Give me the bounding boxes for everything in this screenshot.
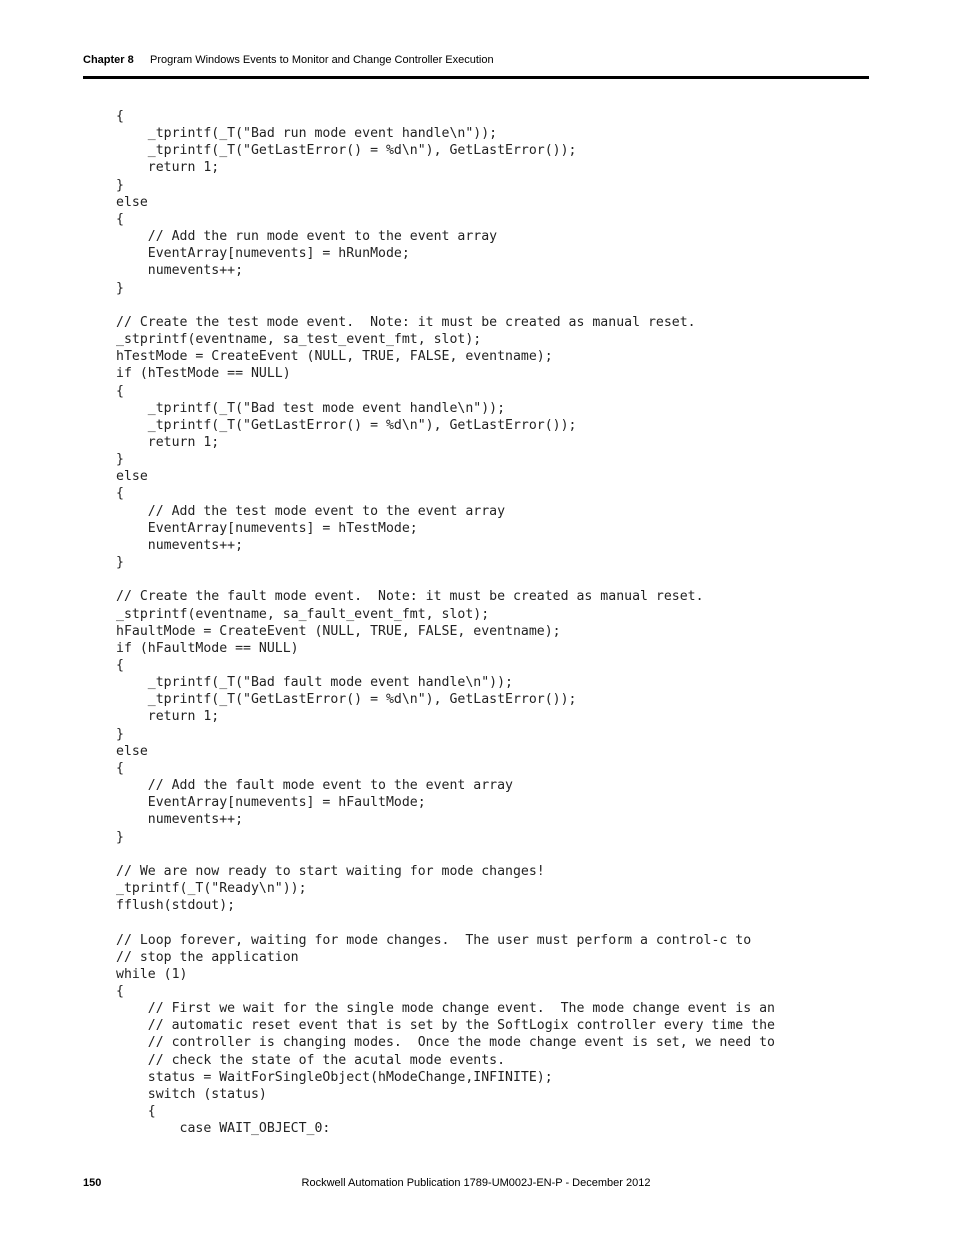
chapter-title: Program Windows Events to Monitor and Change Controller Execution bbox=[150, 54, 494, 66]
code-line: // Add the fault mode event to the event array bbox=[116, 778, 513, 794]
code-line: numevents++; bbox=[116, 812, 244, 828]
code-line: else bbox=[116, 743, 148, 759]
code-line: { bbox=[116, 211, 124, 227]
code-line: EventArray[numevents] = hRunMode; bbox=[116, 246, 410, 262]
page-footer bbox=[83, 1177, 869, 1193]
code-line: // Add the test mode event to the event array bbox=[116, 503, 506, 519]
code-line: fflush(stdout); bbox=[116, 898, 236, 914]
code-line: // We are now ready to start waiting for mode changes! bbox=[116, 863, 545, 879]
code-line: EventArray[numevents] = hFaultMode; bbox=[116, 795, 426, 811]
code-line: _tprintf(_T("GetLastError() = %d\n"), GetLastError()); bbox=[116, 143, 577, 159]
code-line: { bbox=[116, 109, 124, 124]
code-line: _stprintf(eventname, sa_test_event_fmt, slot); bbox=[116, 332, 482, 348]
code-line: hTestMode = CreateEvent (NULL, TRUE, FALSE, eventname); bbox=[116, 349, 553, 365]
page-number: 150 bbox=[83, 1177, 102, 1189]
code-listing bbox=[116, 108, 775, 1137]
page-header bbox=[83, 52, 869, 79]
code-line: { bbox=[116, 383, 124, 399]
code-line: else bbox=[116, 194, 148, 210]
code-line: numevents++; bbox=[116, 537, 244, 553]
code-line: // First we wait for the single mode change event. The mode change event is an bbox=[116, 1001, 775, 1017]
code-line: status = WaitForSingleObject(hModeChange,INFINITE); bbox=[116, 1069, 553, 1085]
code-line: { bbox=[116, 658, 124, 673]
code-line: } bbox=[116, 452, 124, 468]
code-line: { bbox=[116, 1104, 156, 1120]
code-line: _stprintf(eventname, sa_fault_event_fmt, slot); bbox=[116, 606, 490, 622]
code-line: // check the state of the acutal mode events. bbox=[116, 1052, 506, 1068]
code-line: hFaultMode = CreateEvent (NULL, TRUE, FALSE, eventname); bbox=[116, 623, 561, 639]
code-line: return 1; bbox=[116, 709, 220, 725]
code-line: return 1; bbox=[116, 160, 220, 176]
code-line: _tprintf(_T("Bad fault mode event handle\n")); bbox=[116, 675, 513, 691]
code-line: return 1; bbox=[116, 434, 220, 450]
code-line: // Create the fault mode event. Note: it must be created as manual reset. bbox=[116, 589, 704, 605]
code-line: } bbox=[116, 726, 124, 742]
code-line: // automatic reset event that is set by the SoftLogix controller every time the bbox=[116, 1018, 775, 1034]
code-line: { bbox=[116, 760, 124, 776]
code-line: } bbox=[116, 177, 124, 193]
code-line: _tprintf(_T("GetLastError() = %d\n"), GetLastError()); bbox=[116, 692, 577, 708]
code-line: if (hTestMode == NULL) bbox=[116, 366, 291, 382]
code-line: _tprintf(_T("GetLastError() = %d\n"), GetLastError()); bbox=[116, 417, 577, 433]
code-line: numevents++; bbox=[116, 263, 244, 279]
code-line: { bbox=[116, 983, 124, 999]
code-line: } bbox=[116, 829, 124, 845]
code-line: // Create the test mode event. Note: it must be created as manual reset. bbox=[116, 314, 696, 330]
code-line: switch (status) bbox=[116, 1086, 267, 1102]
code-line: else bbox=[116, 469, 148, 485]
code-line: _tprintf(_T("Bad run mode event handle\n")); bbox=[116, 126, 498, 142]
code-line: { bbox=[116, 486, 124, 502]
chapter-label: Chapter 8 bbox=[83, 54, 134, 66]
code-line: EventArray[numevents] = hTestMode; bbox=[116, 520, 418, 536]
code-line: case WAIT_OBJECT_0: bbox=[116, 1121, 331, 1137]
code-line: while (1) bbox=[116, 966, 188, 982]
code-line: } bbox=[116, 280, 124, 296]
code-line: // controller is changing modes. Once the mode change event is set, we need to bbox=[116, 1035, 775, 1051]
code-line: _tprintf(_T("Ready\n")); bbox=[116, 881, 307, 897]
code-line: } bbox=[116, 555, 124, 571]
publication-info: Rockwell Automation Publication 1789-UM002J-EN-P - December 2012 bbox=[301, 1177, 651, 1189]
code-line: // stop the application bbox=[116, 949, 299, 965]
code-line: // Add the run mode event to the event array bbox=[116, 229, 498, 245]
code-line: // Loop forever, waiting for mode changes. The user must perform a control-c to bbox=[116, 932, 752, 948]
code-line: if (hFaultMode == NULL) bbox=[116, 640, 299, 656]
code-line: _tprintf(_T("Bad test mode event handle\n")); bbox=[116, 400, 506, 416]
